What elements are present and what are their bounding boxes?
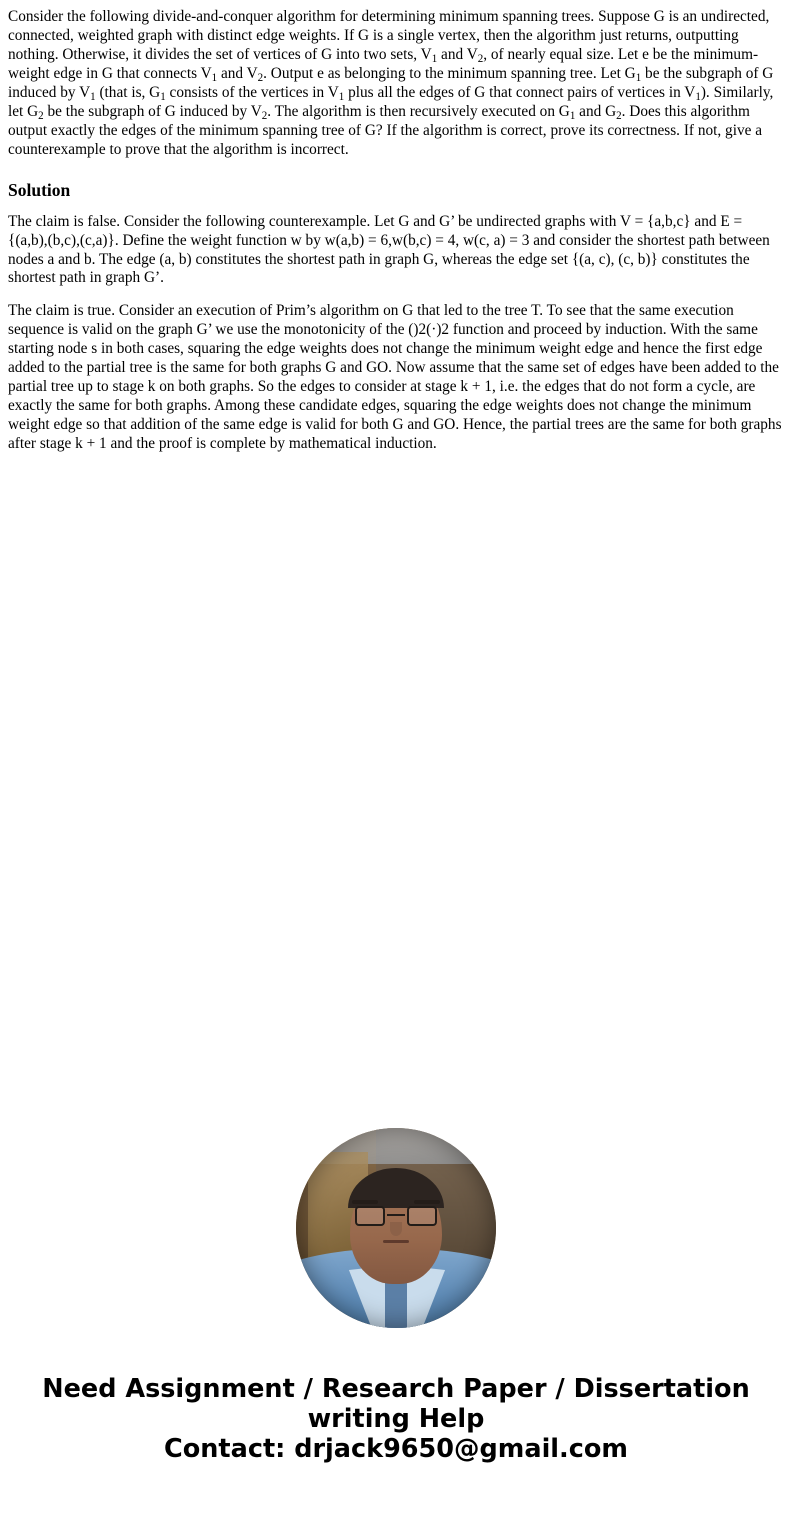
subscript: 2 [616,109,622,122]
problem-text-part: consists of the vertices in V [165,83,339,101]
subscript: 2 [261,109,268,122]
problem-text-part: ). Similarly, let G [8,83,774,120]
problem-text-part: Consider the following divide-and-conquer algorithm for determining minimum spanning trees. Suppose G is an undirected, connected, weighted graph with distinct edge weights. If G is a single vertex, then the algorithm just returns, outputting nothing. Otherwise, it divides the set of vertices of G into two sets, V [8,8,770,63]
problem-text-part: and V [217,64,258,82]
subscript: 2 [477,52,484,65]
problem-text-part: be the subgraph of G induced by V [8,64,774,101]
subscript: 1 [695,90,701,103]
subscript: 1 [160,90,166,103]
promo-contact-line: Contact: drjack9650@gmail.com [164,1434,628,1465]
subscript: 1 [569,109,576,122]
promo-line-2: writing Help [307,1404,485,1435]
subscript: 2 [38,109,44,122]
problem-text-part: and V [437,45,478,63]
portrait-photo-icon [296,1128,496,1328]
subscript: 1 [431,52,438,65]
problem-statement-paragraph [8,8,784,160]
problem-text-part: (that is, G [95,83,161,101]
portrait-container [8,1128,784,1328]
promo-line-1: Need Assignment / Research Paper / Dissertation [42,1374,750,1405]
problem-text-part: . The algorithm is then recursively executed on G [267,102,570,120]
problem-text-part: be the subgraph of G induced by V [43,102,262,120]
subscript: 2 [257,71,264,84]
problem-text-part: . Does this algorithm output exactly the edges of the minimum spanning tree of G? If the algorithm is correct, prove its correctness. If not, give a counterexample to prove that the algorithm is incorrect. [8,102,762,158]
subscript: 1 [635,71,642,84]
problem-text-part: . Output e as belonging to the minimum spanning tree. Let G [263,64,636,82]
promo-banner [8,1374,784,1464]
solution-paragraph-2: The claim is true. Consider an execution of Prim’s algorithm on G that led to the tree T. To see that the same execution sequence is valid on the graph G’ we use the monotonicity of the ()2(·)2 function and proceed by induction. With the same starting node s in both cases, squaring the edge weights does not change the minimum weight edge and hence the first edge added to the partial tree is the same for both graphs G and GO. Now assume that the same set of edges have been added to the partial tree up to stage k on both graphs. So the edges to consider at stage k + 1, i.e. the edges that do not form a cycle, are exactly the same for both graphs. Among these candidate edges, squaring the edge weights does not change the minimum weight edge so that addition of the same edge is valid for both G and GO. Hence, the partial trees are the same for both graphs after stage k + 1 and the proof is complete by mathematical induction. [8,302,782,453]
problem-text-part: plus all the edges of G that connect pairs of vertices in V [344,83,696,101]
subscript: 1 [90,90,96,103]
problem-text-part: , of nearly equal size. Let e be the minimum-weight edge in G that connects V [8,45,759,82]
solution-paragraph-1: The claim is false. Consider the following counterexample. Let G and G’ be undirected graphs with V = {a,b,c} and E = {(a,b),(b,c),(c,a)}. Define the weight function w by w(a,b) = 6,w(b,c) = 4, w(c, a) = 3 and consider the shortest path between nodes a and b. The edge (a, b) constitutes the shortest path in graph G, whereas the edge set {(a, c), (c, b)} constitutes the shortest path in graph G’. [8,212,770,287]
problem-text-part: and G [575,102,617,120]
photo-vignette [296,1128,496,1328]
subscript: 1 [338,90,345,103]
subscript: 1 [211,71,218,84]
vertical-spacer [8,468,784,1128]
solution-heading: Solution [8,179,71,200]
